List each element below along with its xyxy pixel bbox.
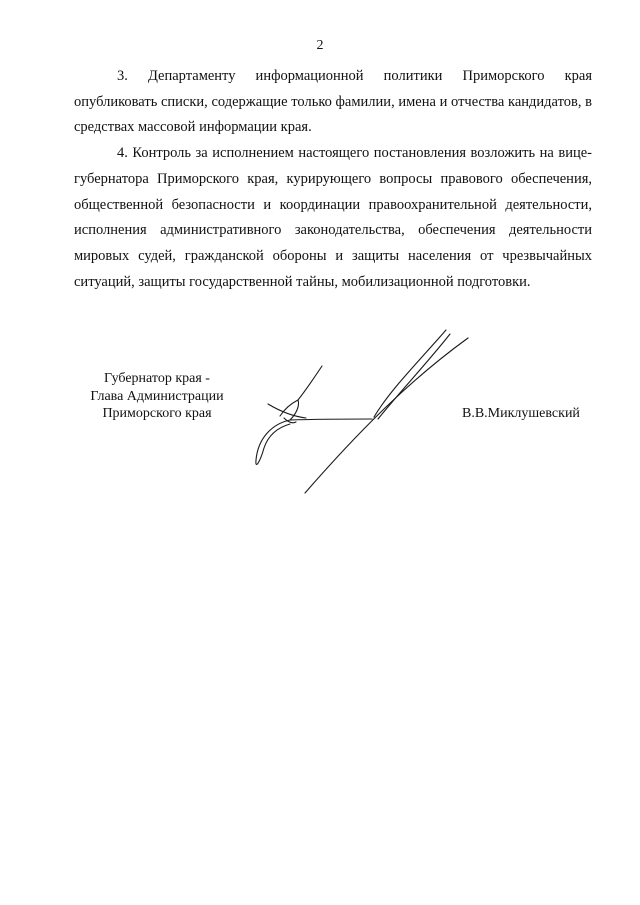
signer-title-line-2: Глава Администрации — [90, 388, 224, 404]
paragraph-3-text: 3. Департаменту информационной политики Приморского края опубликовать списки, содержащие только фамилии, имена и отчества кандидатов, в средствах массовой информации края. — [74, 68, 592, 136]
signer-title — [82, 370, 232, 423]
signer-title-line-1: Губернатор края - — [104, 371, 210, 386]
signer-name: В.В.Миклушевский — [462, 406, 580, 421]
paragraph-4 — [74, 141, 592, 295]
handwritten-signature-icon — [250, 320, 470, 495]
paragraph-3 — [74, 64, 592, 141]
paragraph-4-text: 4. Контроль за исполнением настоящего постановления возложить на вице-губернатора Приморского края, курирующего вопросы правового обеспечения, общественной безопасности и координации правоохранительной деятельности, исполнения административного законодательства, обеспечения деятельности мировых судей, гражданской обороны и защиты населения от чрезвычайных ситуаций, защиты государственной тайны, мобилизационной подготовки. — [74, 145, 592, 290]
signature-block — [0, 360, 640, 520]
signer-title-line-3: Приморского края — [102, 406, 212, 421]
page-number: 2 — [316, 38, 324, 53]
document-body — [74, 64, 592, 295]
